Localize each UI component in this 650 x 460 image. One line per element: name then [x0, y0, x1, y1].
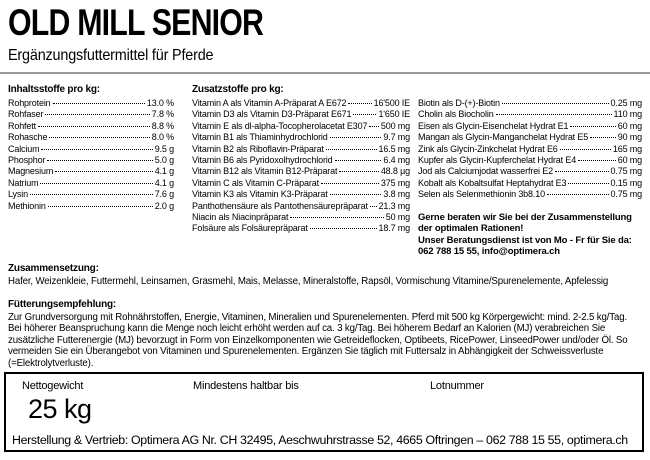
additive-label: Vitamin E als dl-alpha-Tocopherolacetat E307	[192, 120, 368, 131]
dot-leader	[290, 217, 383, 218]
composition-text: Hafer, Weizenkleie, Futtermehl, Leinsamen, Grasmehl, Mais, Melasse, Mineralstoffe, Rapsöl, Vormischung Vitamine/Spurenelemente, Apfelessig	[8, 276, 609, 287]
net-weight-label: Nettogewicht	[22, 380, 84, 392]
dot-leader	[41, 149, 152, 150]
additive-row	[192, 166, 410, 177]
nutrient-value: 9.5 g	[154, 143, 174, 154]
additive-row	[192, 98, 410, 109]
additive-label: Niacin als Niacinpräparat	[192, 211, 289, 222]
trace-element-label: Jod als Calciumjodat wasserfrei E2	[418, 166, 553, 177]
analytics-heading: Inhaltsstoffe pro kg:	[8, 84, 100, 95]
additive-value: 3.8 mg	[383, 189, 410, 200]
header-divider	[0, 72, 650, 74]
advisory-text	[418, 212, 642, 258]
additive-label: Vitamin C als Vitamin C-Präparat	[192, 177, 319, 188]
additive-value: 50 mg	[385, 211, 410, 222]
trace-element-row	[418, 98, 642, 109]
additive-row	[192, 121, 410, 132]
additive-row	[192, 155, 410, 166]
additive-label: Folsäure als Folsäurepräparat	[192, 223, 308, 234]
additive-row	[192, 223, 410, 234]
dot-leader	[590, 137, 616, 138]
trace-element-label: Selen als Selenmethionin 3b8.10	[418, 189, 545, 200]
nutrient-row	[8, 144, 174, 155]
additive-value: 18.7 mg	[378, 223, 410, 234]
nutrient-row	[8, 132, 174, 143]
additive-row	[192, 132, 410, 143]
nutrient-row	[8, 201, 174, 212]
dot-leader	[310, 228, 377, 229]
dot-leader	[48, 206, 153, 207]
nutrient-label: Rohasche	[8, 132, 48, 143]
best-before-label: Mindestens haltbar bis	[193, 380, 299, 392]
additive-label: Vitamin B12 als Vitamin B12-Präparat	[192, 166, 338, 177]
trace-element-value: 0.25 mg	[610, 98, 642, 108]
dot-leader	[326, 149, 377, 150]
nutrition-columns	[8, 84, 642, 258]
dot-leader	[502, 103, 609, 104]
nutrient-label: Methionin	[8, 200, 46, 211]
trace-element-row	[418, 121, 642, 132]
trace-element-label: Eisen als Glycin-Eisenchelat Hydrat E1	[418, 120, 569, 131]
dot-leader	[555, 171, 609, 172]
additives-heading: Zusatzstoffe pro kg:	[192, 84, 284, 95]
trace-element-row	[418, 189, 642, 200]
nutrient-value: 8.8 %	[151, 120, 174, 131]
trace-element-label: Biotin als D-(+)-Biotin	[418, 98, 500, 108]
composition-section	[8, 263, 642, 287]
trace-element-row	[418, 109, 642, 120]
additive-row	[192, 212, 410, 223]
trace-elements-column	[418, 84, 642, 258]
additive-value: 16.5 mg	[378, 143, 410, 154]
net-weight-value: 25 kg	[28, 394, 92, 424]
composition-heading: Zusammensetzung:	[8, 263, 99, 274]
nutrient-row	[8, 178, 174, 189]
additive-label: Panthothensäure als Pantothensäurepräparat	[192, 200, 368, 211]
nutrient-label: Rohprotein	[8, 98, 51, 108]
advisory-line: Gerne beraten wir Sie bei der Zusammenstellung der optimalen Rationen!	[418, 211, 632, 235]
dot-leader	[335, 160, 382, 161]
dot-leader	[321, 183, 379, 184]
additive-label: Vitamin A als Vitamin A-Präparat A E672	[192, 98, 347, 108]
trace-element-value: 0.75 mg	[610, 166, 642, 177]
trace-element-label: Cholin als Biocholin	[418, 109, 494, 120]
dot-leader	[370, 206, 377, 207]
nutrient-label: Natrium	[8, 177, 39, 188]
dot-leader	[45, 114, 149, 115]
nutrient-value: 7.8 %	[151, 109, 174, 120]
page-title: OLD MILL SENIOR	[8, 2, 264, 43]
feeding-heading: Fütterungsempfehlung:	[8, 299, 117, 310]
trace-element-label: Kupfer als Glycin-Kupferchelat Hydrat E4	[418, 154, 577, 165]
dot-leader	[330, 194, 382, 195]
nutrient-label: Phosphor	[8, 154, 46, 165]
trace-element-value: 165 mg	[612, 143, 642, 154]
nutrient-value: 2.0 g	[154, 200, 174, 211]
nutrient-row	[8, 189, 174, 200]
nutrient-label: Lysin	[8, 189, 28, 200]
dot-leader	[353, 114, 376, 115]
analytics-list	[8, 98, 174, 212]
trace-element-row	[418, 132, 642, 143]
trace-element-row	[418, 144, 642, 155]
nutrient-label: Rohfett	[8, 120, 36, 131]
dot-leader	[53, 103, 145, 104]
nutrient-value: 5.0 g	[154, 154, 174, 165]
nutrient-value: 7.6 g	[154, 189, 174, 200]
additive-label: Vitamin D3 als Vitamin D3-Präparat E671	[192, 109, 352, 120]
dot-leader	[568, 183, 608, 184]
dot-leader	[560, 149, 611, 150]
nutrient-label: Magnesium	[8, 166, 54, 177]
trace-element-value: 60 mg	[617, 120, 642, 131]
trace-element-value: 0.75 mg	[610, 189, 642, 200]
additive-row	[192, 109, 410, 120]
dot-leader	[47, 160, 152, 161]
trace-element-value: 110 mg	[613, 109, 642, 120]
additive-value: 21.3 mg	[378, 200, 410, 211]
additive-value: 1'650 IE	[378, 109, 410, 120]
dot-leader	[570, 126, 615, 127]
nutrient-row	[8, 98, 174, 109]
dot-leader	[38, 126, 150, 127]
trace-element-row	[418, 166, 642, 177]
dot-leader	[496, 114, 612, 115]
nutrient-value: 13.0 %	[146, 98, 174, 108]
additives-column	[192, 84, 410, 258]
analytics-column	[8, 84, 174, 258]
dot-leader	[348, 103, 371, 104]
nutrient-label: Rohfaser	[8, 109, 44, 120]
dot-leader	[369, 126, 379, 127]
product-info-box	[4, 372, 644, 452]
additive-label: Vitamin K3 als Vitamin K3-Präparat	[192, 189, 328, 200]
additive-label: Vitamin B2 als Riboflavin-Präparat	[192, 143, 324, 154]
manufacturer-line: Herstellung & Vertrieb: Optimera AG Nr. CH 32495, Aeschwuhrstrasse 52, 4665 Oftringen – 062 788 15 55, optimera.ch	[12, 433, 628, 447]
lot-number-label: Lotnummer	[430, 380, 484, 392]
additive-row	[192, 144, 410, 155]
product-subtitle: Ergänzungsfuttermittel für Pferde	[8, 47, 214, 64]
dot-leader	[339, 171, 378, 172]
trace-element-value: 0.15 mg	[610, 177, 642, 188]
additive-value: 16'500 IE	[373, 98, 410, 108]
trace-element-label: Kobalt als Kobaltsulfat Heptahydrat E3	[418, 177, 567, 188]
trace-element-label: Zink als Glycin-Zinkchelat Hydrat E6	[418, 143, 558, 154]
dot-leader	[55, 171, 153, 172]
trace-element-value: 60 mg	[617, 154, 642, 165]
trace-element-row	[418, 155, 642, 166]
dot-leader	[578, 160, 616, 161]
nutrient-value: 8.0 %	[151, 132, 174, 143]
feeding-text: Zur Grundversorgung mit Rohnährstoffen, Energie, Vitaminen, Mineralien und Spurenelementen. Pferd mit 500 kg Körpergewicht: mind. 2-2.5 kg/Tag. Bei höherer Beanspruchung kann die Menge noch leicht erhöht werden auf ca. 3 kg/Tag. Bei höherem Bedarf an Kalorien (MJ) verabreichen Sie zusätzliche Futterenergie (MJ) bevorzugt in Form von Einzelkomponenten wie Getreideflocken, Optibeets, RicePower, LinseedPower und/oder Öl. So vermeiden Sie ein Überangebot von Vitaminen und Spurenelementen. Ergänzen Sie täglich mit Futtersalz in Abhängigkeit der Schweissverluste (=Elektrolytverluste).	[8, 312, 628, 369]
advisory-line: Unser Beratungsdienst ist von Mo - Fr für Sie da:	[418, 234, 632, 246]
additive-row	[192, 189, 410, 200]
feeding-section	[8, 299, 642, 369]
dot-leader	[547, 194, 609, 195]
additive-value: 6.4 mg	[383, 154, 410, 165]
trace-element-value: 90 mg	[617, 132, 642, 143]
dot-leader	[330, 137, 382, 138]
nutrient-row	[8, 121, 174, 132]
advisory-line: 062 788 15 55, info@optimera.ch	[418, 246, 560, 258]
additive-value: 500 mg	[380, 120, 410, 131]
dot-leader	[40, 183, 152, 184]
nutrient-row	[8, 109, 174, 120]
nutrient-value: 4.1 g	[154, 166, 174, 177]
trace-element-row	[418, 178, 642, 189]
dot-leader	[49, 137, 149, 138]
additive-label: Vitamin B1 als Thiaminhydrochlorid	[192, 132, 328, 143]
trace-element-label: Mangan als Glycin-Manganchelat Hydrat E5	[418, 132, 589, 143]
nutrient-row	[8, 155, 174, 166]
additive-value: 375 mg	[380, 177, 410, 188]
additive-label: Vitamin B6 als Pyridoxolhydrochlorid	[192, 154, 333, 165]
dot-leader	[30, 194, 153, 195]
additives-list	[192, 98, 410, 235]
additive-value: 48.8 µg	[380, 166, 410, 177]
nutrient-label: Calcium	[8, 143, 40, 154]
additive-row	[192, 178, 410, 189]
additive-value: 9.7 mg	[383, 132, 410, 143]
trace-elements-list	[418, 98, 642, 201]
additive-row	[192, 201, 410, 212]
nutrient-value: 4.1 g	[154, 177, 174, 188]
nutrient-row	[8, 166, 174, 177]
